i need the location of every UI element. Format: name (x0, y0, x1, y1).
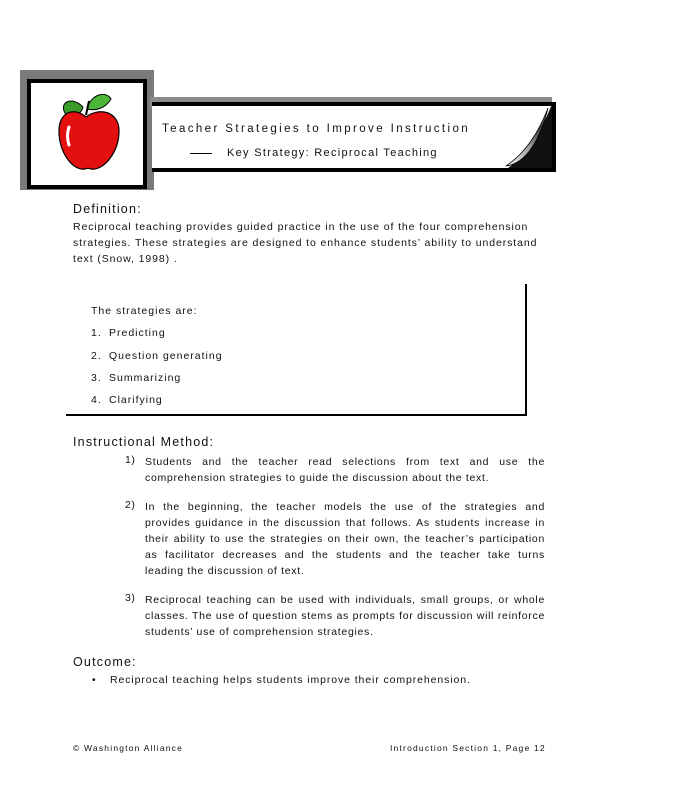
method-number: 3) (125, 592, 136, 604)
strategies-intro: The strategies are: (91, 305, 198, 317)
footer-copyright: © Washington Alliance (73, 743, 184, 753)
outcome-heading: Outcome: (73, 655, 137, 669)
strategy-label: Summarizing (109, 372, 182, 384)
strategy-label: Question generating (109, 350, 223, 362)
page-title: Teacher Strategies to Improve Instruction (162, 123, 471, 135)
method-item (125, 454, 545, 486)
strategy-number: 1. (91, 327, 102, 339)
method-text: Students and the teacher read selections from text and use the comprehension strategies to guide the discussion about the text. (145, 456, 545, 484)
apple-icon (31, 83, 143, 185)
strategy-label: Predicting (109, 327, 166, 339)
strategy-number: 3. (91, 372, 102, 384)
definition-text: Reciprocal teaching provides guided practice in the use of the four comprehension strategies. These strategies are designed to enhance students’ ability to understand text (Snow, 1998) . (73, 221, 538, 265)
method-item (125, 592, 545, 640)
bullet-icon: • (92, 674, 97, 686)
strategy-item (91, 394, 163, 406)
page-subtitle: Key Strategy: Reciprocal Teaching (227, 147, 438, 159)
method-text: In the beginning, the teacher models the use of the strategies and provides guidance in the discussion that follows. As students increase in their ability to use the strategies on their own, the teacher’s participation as facilitator decreases and the students and the teacher take turns leading the discussion of text. (145, 501, 545, 577)
footer-page-number: Introduction Section 1, Page 12 (390, 743, 546, 753)
strategy-label: Clarifying (109, 394, 163, 406)
strategy-item (91, 372, 181, 384)
method-heading: Instructional Method: (73, 435, 215, 449)
title-panel (152, 102, 556, 172)
page-curl-icon (498, 104, 552, 168)
method-text: Reciprocal teaching can be used with individuals, small groups, or whole classes. The use of question stems as prompts for discussion will reinforce students’ use of comprehension strategies. (145, 594, 545, 638)
strategy-item (91, 350, 223, 362)
apple-frame (27, 79, 147, 189)
method-number: 2) (125, 499, 136, 511)
outcome-text: Reciprocal teaching helps students improve their comprehension. (110, 674, 471, 686)
title-rule (190, 153, 212, 154)
strategy-number: 4. (91, 394, 102, 406)
method-number: 1) (125, 454, 136, 466)
definition-heading: Definition: (73, 202, 142, 216)
method-item (125, 499, 545, 579)
strategy-item (91, 327, 166, 339)
strategy-number: 2. (91, 350, 102, 362)
outcome-bullet-item (92, 674, 471, 686)
